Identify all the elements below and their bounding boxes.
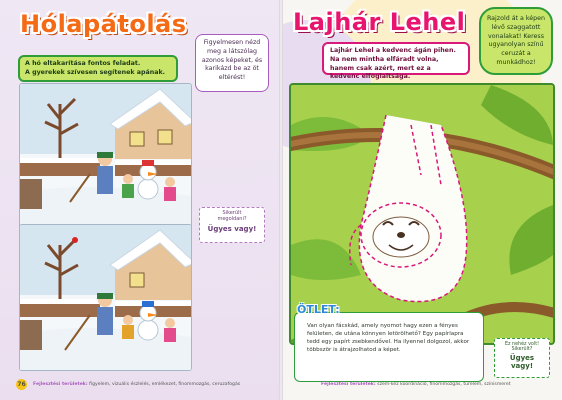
left-footer: [33, 382, 273, 387]
done-check-box: [494, 338, 550, 378]
left-footer-label: Fejlesztési területek:: [33, 382, 88, 387]
done-hint-line-2: Sikerült?: [511, 347, 533, 352]
instruction-bubble: Figyelmesen nézd meg a látszólag azonos képeket, és karikázd be az öt eltérést!: [195, 34, 269, 92]
book-spine: [279, 0, 283, 400]
done-hint-line-1: Ez nehéz volt!: [504, 342, 539, 347]
answer-check-box: [199, 207, 265, 243]
tip-text: Van olyan fácskád, amely nyomot hagy ezen a fényes felületen, de utána könnyen letörölhető? Egy papírlapra tedd egy papírt zsebkendővel. Ha ilyennel dolgozol, akkor többször is átrajzolhatod a képet.: [307, 323, 470, 354]
answer-done-text: Ügyes vagy!: [207, 225, 257, 233]
story-box: Lajhár Lehel a kedvenc ágán pihen. Na nem mintha elfáradt volna, hanem csak azért, mert ez a kedvenc elfoglaltsága.: [322, 42, 470, 75]
winter-scene-illustration: [20, 84, 191, 229]
left-page-title: Hólapátolás: [20, 10, 187, 38]
right-footer-label: Fejlesztési területek:: [321, 382, 376, 387]
winter-picture-variant[interactable]: [20, 225, 191, 370]
instruction-bubble-right: Rajzold át a képen lévő szaggatott vonalakat! Keress ugyanolyan színű ceruzát a munkádhoz!: [479, 7, 553, 75]
right-page-title: Lajhár Lehel: [293, 8, 466, 36]
answer-hint-line-1: Sikerült: [222, 210, 242, 216]
tip-title: ÖTLET:: [297, 303, 340, 316]
right-page: [281, 0, 562, 400]
done-text: Ügyes vagy!: [509, 354, 535, 370]
intro-line-1: A hó eltakarítása fontos feladat.: [25, 60, 141, 67]
intro-box: [18, 55, 178, 82]
right-footer: [321, 382, 561, 387]
intro-line-2: A gyerekek szívesen segítenek apának.: [25, 68, 166, 76]
left-footer-text: figyelem, vizuális észlelés, emlékezet, finommozgás, ceruzafogás: [89, 382, 241, 387]
page-number: 76: [17, 381, 26, 388]
right-footer-text: szem-kéz koordináció, finommozgás, türelem, színismeret: [377, 382, 511, 387]
answer-hint-line-2: megoldani?: [217, 216, 247, 222]
winter-picture-original[interactable]: [20, 84, 191, 229]
winter-scene-illustration-variant: [20, 225, 191, 370]
